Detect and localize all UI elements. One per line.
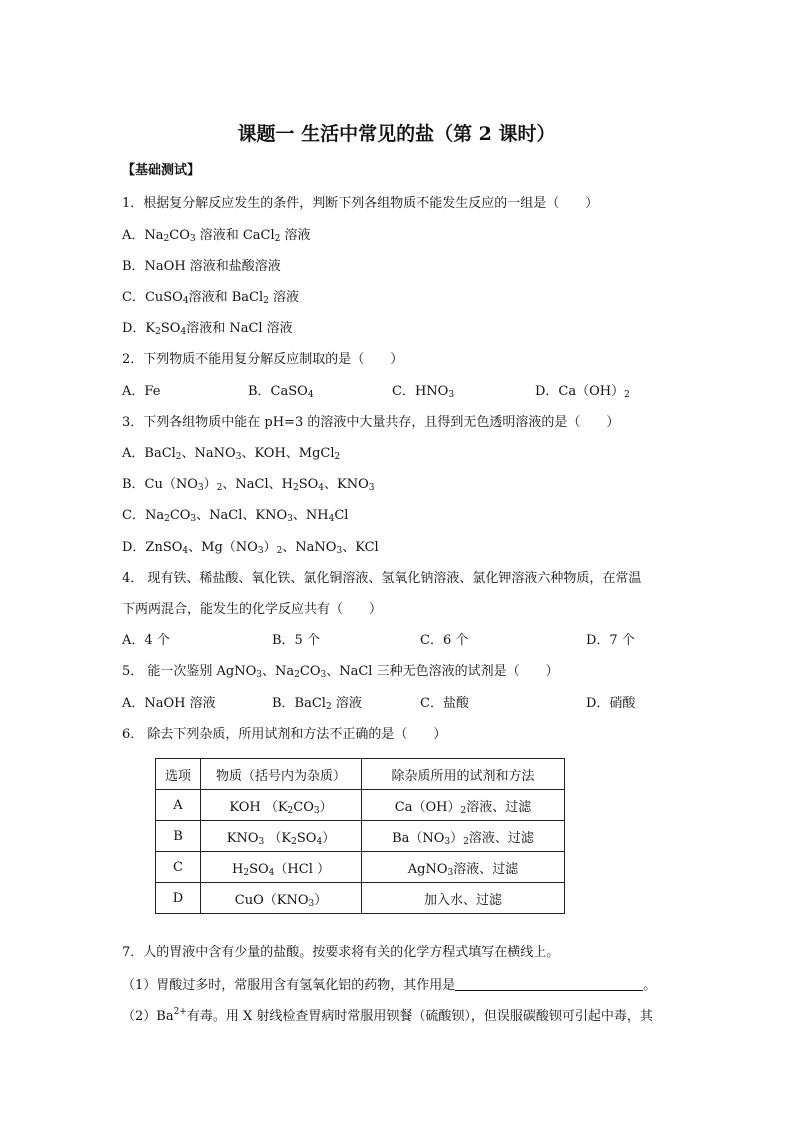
table-cell-option: C xyxy=(156,852,201,883)
question-1-option-a: A．$Na_2CO_3$ 溶液和 CaCl$_2$ 溶液 xyxy=(122,228,311,244)
table-cell-method: $Ba(NO_3)_2$溶液、过滤 xyxy=(362,821,565,852)
question-4-line-2: 下两两混合，能发生的化学反应共有（ ） xyxy=(122,602,383,617)
question-2-option-c: C．$HNO_3$ xyxy=(392,384,455,400)
question-4-line-1: 4． 现有铁、稀盐酸、氧化铁、氯化铜溶液、氢氧化钠溶液、氯化钾溶液六种物质，在常温 xyxy=(122,571,642,586)
question-4-option-b: B．5 个 xyxy=(272,633,320,648)
question-6-stem: 6． 除去下列杂质，所用试剂和方法不正确的是（ ） xyxy=(122,727,447,742)
table-header-cell: 除杂质所用的试剂和方法 xyxy=(362,759,565,790)
question-5-stem: 5． 能一次鉴别 AgNO$_3$、$Na_2CO_3$、NaCl 三种无色溶液的试剂是（ ） xyxy=(122,664,559,680)
question-7-part-2: $(2)Ba^{2+}$有毒。用 X 射线检查胃病时常服用钡餐（硫酸钡），但误服碳酸钡可引起中毒，其 xyxy=(122,1007,653,1024)
question-4-option-d: D．7 个 xyxy=(586,633,635,648)
table-cell-substance: $KNO_3$ $(K_2SO_4)$ xyxy=(201,821,362,852)
table-cell-substance: $CuO(KNO_3)$ xyxy=(201,883,362,914)
question-4-option-c: C．6 个 xyxy=(420,633,469,648)
table-header-cell: 物质（括号内为杂质） xyxy=(201,759,362,790)
question-3-option-c: C．$Na_2CO_3$、NaCl、$KNO_3$、$NH_4Cl$ xyxy=(122,508,349,524)
section-heading: 【基础测试】 xyxy=(122,163,201,178)
table-row xyxy=(156,821,565,852)
table-cell-method: $Ca(OH)_2$溶液、过滤 xyxy=(362,790,565,821)
question-3-option-b: B．$Cu(NO_3)_2$、NaCl、$H_2SO_4$、$KNO_3$ xyxy=(122,477,375,493)
question-2-option-d: D．$Ca(OH)_2$ xyxy=(535,384,630,400)
question-7-part-1: （1）胃酸过多时，常服用含有氢氧化铝的药物，其作用是 。 xyxy=(122,978,657,993)
question-1-option-d: D．$K_2SO_4$溶液和 NaCl 溶液 xyxy=(122,321,293,337)
table-header-cell: 选项 xyxy=(156,759,201,790)
question-3-option-d: D．ZnSO$_4$、$Mg(NO_3)_2$、NaNO$_3$、KCl xyxy=(122,540,379,556)
table-cell-option: D xyxy=(156,883,201,914)
table-cell-method: 加入水、过滤 xyxy=(362,883,565,914)
table-cell-option: A xyxy=(156,790,201,821)
answer-blank-line[interactable] xyxy=(455,977,643,991)
table-header-row xyxy=(156,759,565,790)
page-title: 课题一 生活中常见的盐（第 2 课时） xyxy=(237,123,556,145)
question-1-stem: 1．根据复分解反应发生的条件，判断下列各组物质不能发生反应的一组是（ ） xyxy=(122,196,599,211)
question-1-option-c: C．CuSO$_4$溶液和 BaCl$_2$ 溶液 xyxy=(122,290,299,306)
question-7-stem: 7．人的胃液中含有少量的盐酸。按要求将有关的化学方程式填写在横线上。 xyxy=(122,945,560,960)
table-cell-method: AgNO$_3$溶液、过滤 xyxy=(362,852,565,883)
question-1-option-b: B．NaOH 溶液和盐酸溶液 xyxy=(122,259,281,274)
question-2-option-b: B．CaSO$_4$ xyxy=(248,384,314,400)
impurity-table xyxy=(155,758,565,914)
question-4-option-a: A．4 个 xyxy=(122,633,170,648)
question-5-option-a: A．NaOH 溶液 xyxy=(122,696,216,711)
table-cell-substance: $H_2SO_4(HCl$ ） xyxy=(201,852,362,883)
question-3-stem: 3．下列各组物质中能在 pH=3 的溶液中大量共存，且得到无色透明溶液的是（ ） xyxy=(122,415,620,430)
table-cell-substance: KOH $(K_2CO_3)$ xyxy=(201,790,362,821)
question-5-option-c: C．盐酸 xyxy=(420,696,469,711)
question-5-option-b: B．BaCl$_2$ 溶液 xyxy=(272,696,362,712)
question-2-option-a: A．Fe xyxy=(122,384,161,399)
table-cell-option: B xyxy=(156,821,201,852)
table-row xyxy=(156,883,565,914)
table-row xyxy=(156,790,565,821)
question-3-option-a: A．BaCl$_2$、NaNO$_3$、KOH、MgCl$_2$ xyxy=(122,446,341,462)
table-row xyxy=(156,852,565,883)
question-5-option-d: D．硝酸 xyxy=(586,696,636,711)
question-2-stem: 2．下列物质不能用复分解反应制取的是（ ） xyxy=(122,352,404,367)
